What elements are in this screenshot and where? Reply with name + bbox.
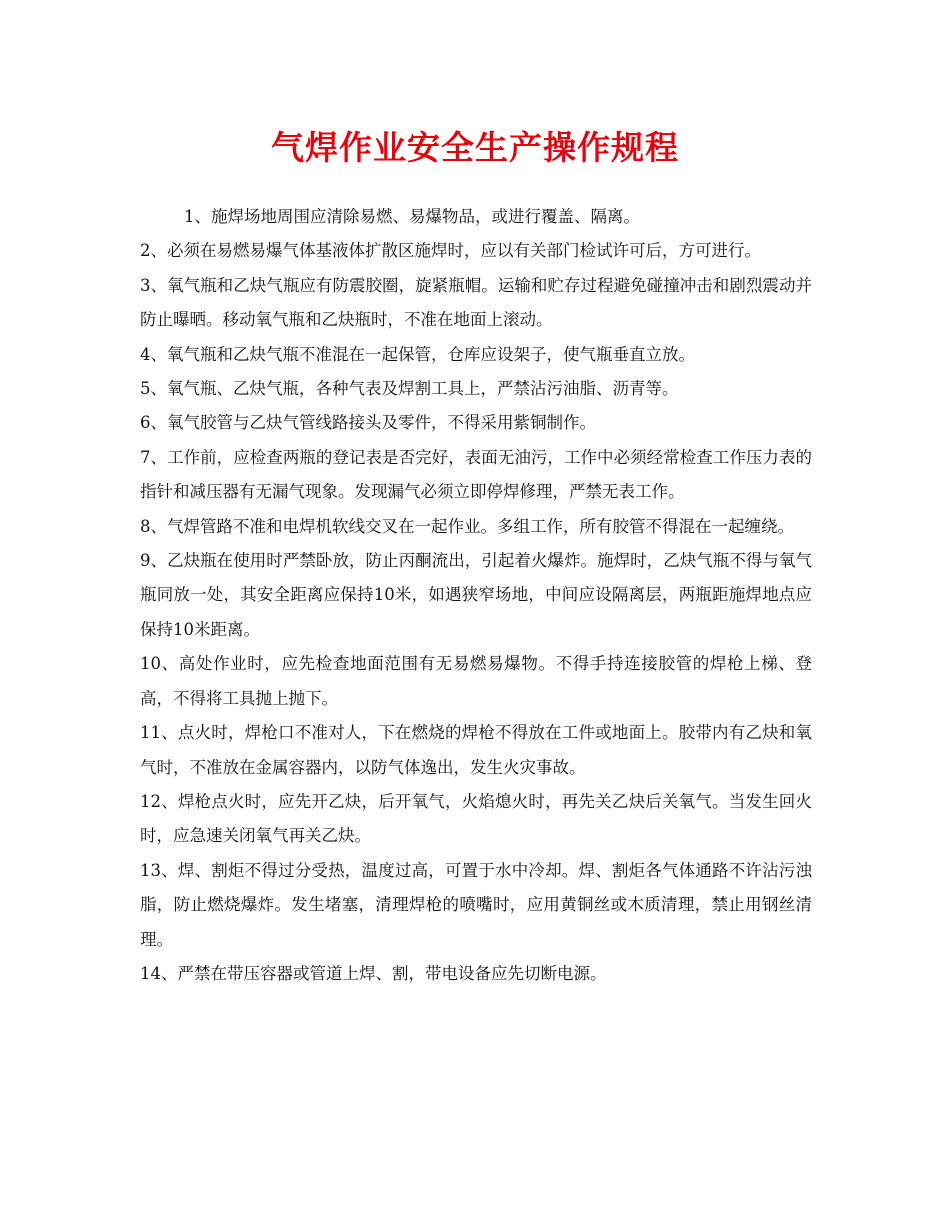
rule-paragraph-4: 4、氧气瓶和乙炔气瓶不准混在一起保管，仓库应设架子，使气瓶垂直立放。 — [140, 344, 695, 364]
rule-paragraph-14: 14、严禁在带压容器或管道上焊、割，带电设备应先切断电源。 — [140, 963, 607, 983]
page-title: 气焊作业安全生产操作规程 — [271, 128, 679, 167]
rule-paragraph-8: 8、气焊管路不准和电焊机软线交叉在一起作业。多组工作，所有胶管不得混在一起缠绕。 — [140, 516, 794, 536]
rule-paragraph-10: 10、高处作业时，应先检查地面范围有无易燃易爆物。不得手持连接胶管的焊枪上梯、登高，不得将工具抛上抛下。 — [140, 654, 812, 708]
rule-paragraph-11: 11、点火时，焊枪口不准对人，下在燃烧的焊枪不得放在工件或地面上。胶带内有乙炔和氧气时，不准放在金属容器内，以防气体逸出，发生火灾事故。 — [140, 723, 812, 777]
rule-paragraph-1: 1、施焊场地周围应清除易燃、易爆物品，或进行覆盖、隔离。 — [184, 207, 640, 226]
rule-paragraph-13: 13、焊、割炬不得过分受热，温度过高，可置于水中冷却。焊、割炬各气体通路不许沾污浊脂，防止燃烧爆炸。发生堵塞，清理焊枪的喷嘴时，应用黄铜丝或木质清理，禁止用钢丝清理。 — [140, 860, 812, 949]
rule-paragraph-2: 2、必须在易燃易爆气体基液体扩散区施焊时，应以有关部门检试许可后，方可进行。 — [140, 241, 761, 261]
rule-paragraph-3: 3、氧气瓶和乙炔气瓶应有防震胶圈，旋紧瓶帽。运输和贮存过程避免碰撞冲击和剧烈震动并防止曝晒。移动氧气瓶和乙炔瓶时，不准在地面上滚动。 — [140, 275, 812, 330]
rule-paragraph-9: 9、乙炔瓶在使用时严禁卧放，防止丙酮流出，引起着火爆炸。施焊时，乙炔气瓶不得与氧气瓶同放一处，其安全距离应保持10米，如遇狭窄场地，中间应设隔离层，两瓶距施焊地点应保持10米距离。 — [140, 551, 812, 639]
rule-paragraph-6: 6、氧气胶管与乙炔气管线路接头及零件，不得采用紫铜制作。 — [140, 413, 596, 433]
rule-paragraph-5: 5、氧气瓶、乙炔气瓶，各种气表及焊割工具上，严禁沾污油脂、沥青等。 — [140, 379, 679, 399]
rule-paragraph-12: 12、焊枪点火时，应先开乙炔，后开氧气，火焰熄火时，再先关乙炔后关氧气。当发生回火时，应急速关闭氧气再关乙炔。 — [140, 791, 812, 846]
document-body — [140, 200, 812, 991]
rule-paragraph-7: 7、工作前，应检查两瓶的登记表是否完好，表面无油污，工作中必须经常检查工作压力表的指针和减压器有无漏气现象。发现漏气必须立即停焊修理，严禁无表工作。 — [140, 447, 812, 502]
